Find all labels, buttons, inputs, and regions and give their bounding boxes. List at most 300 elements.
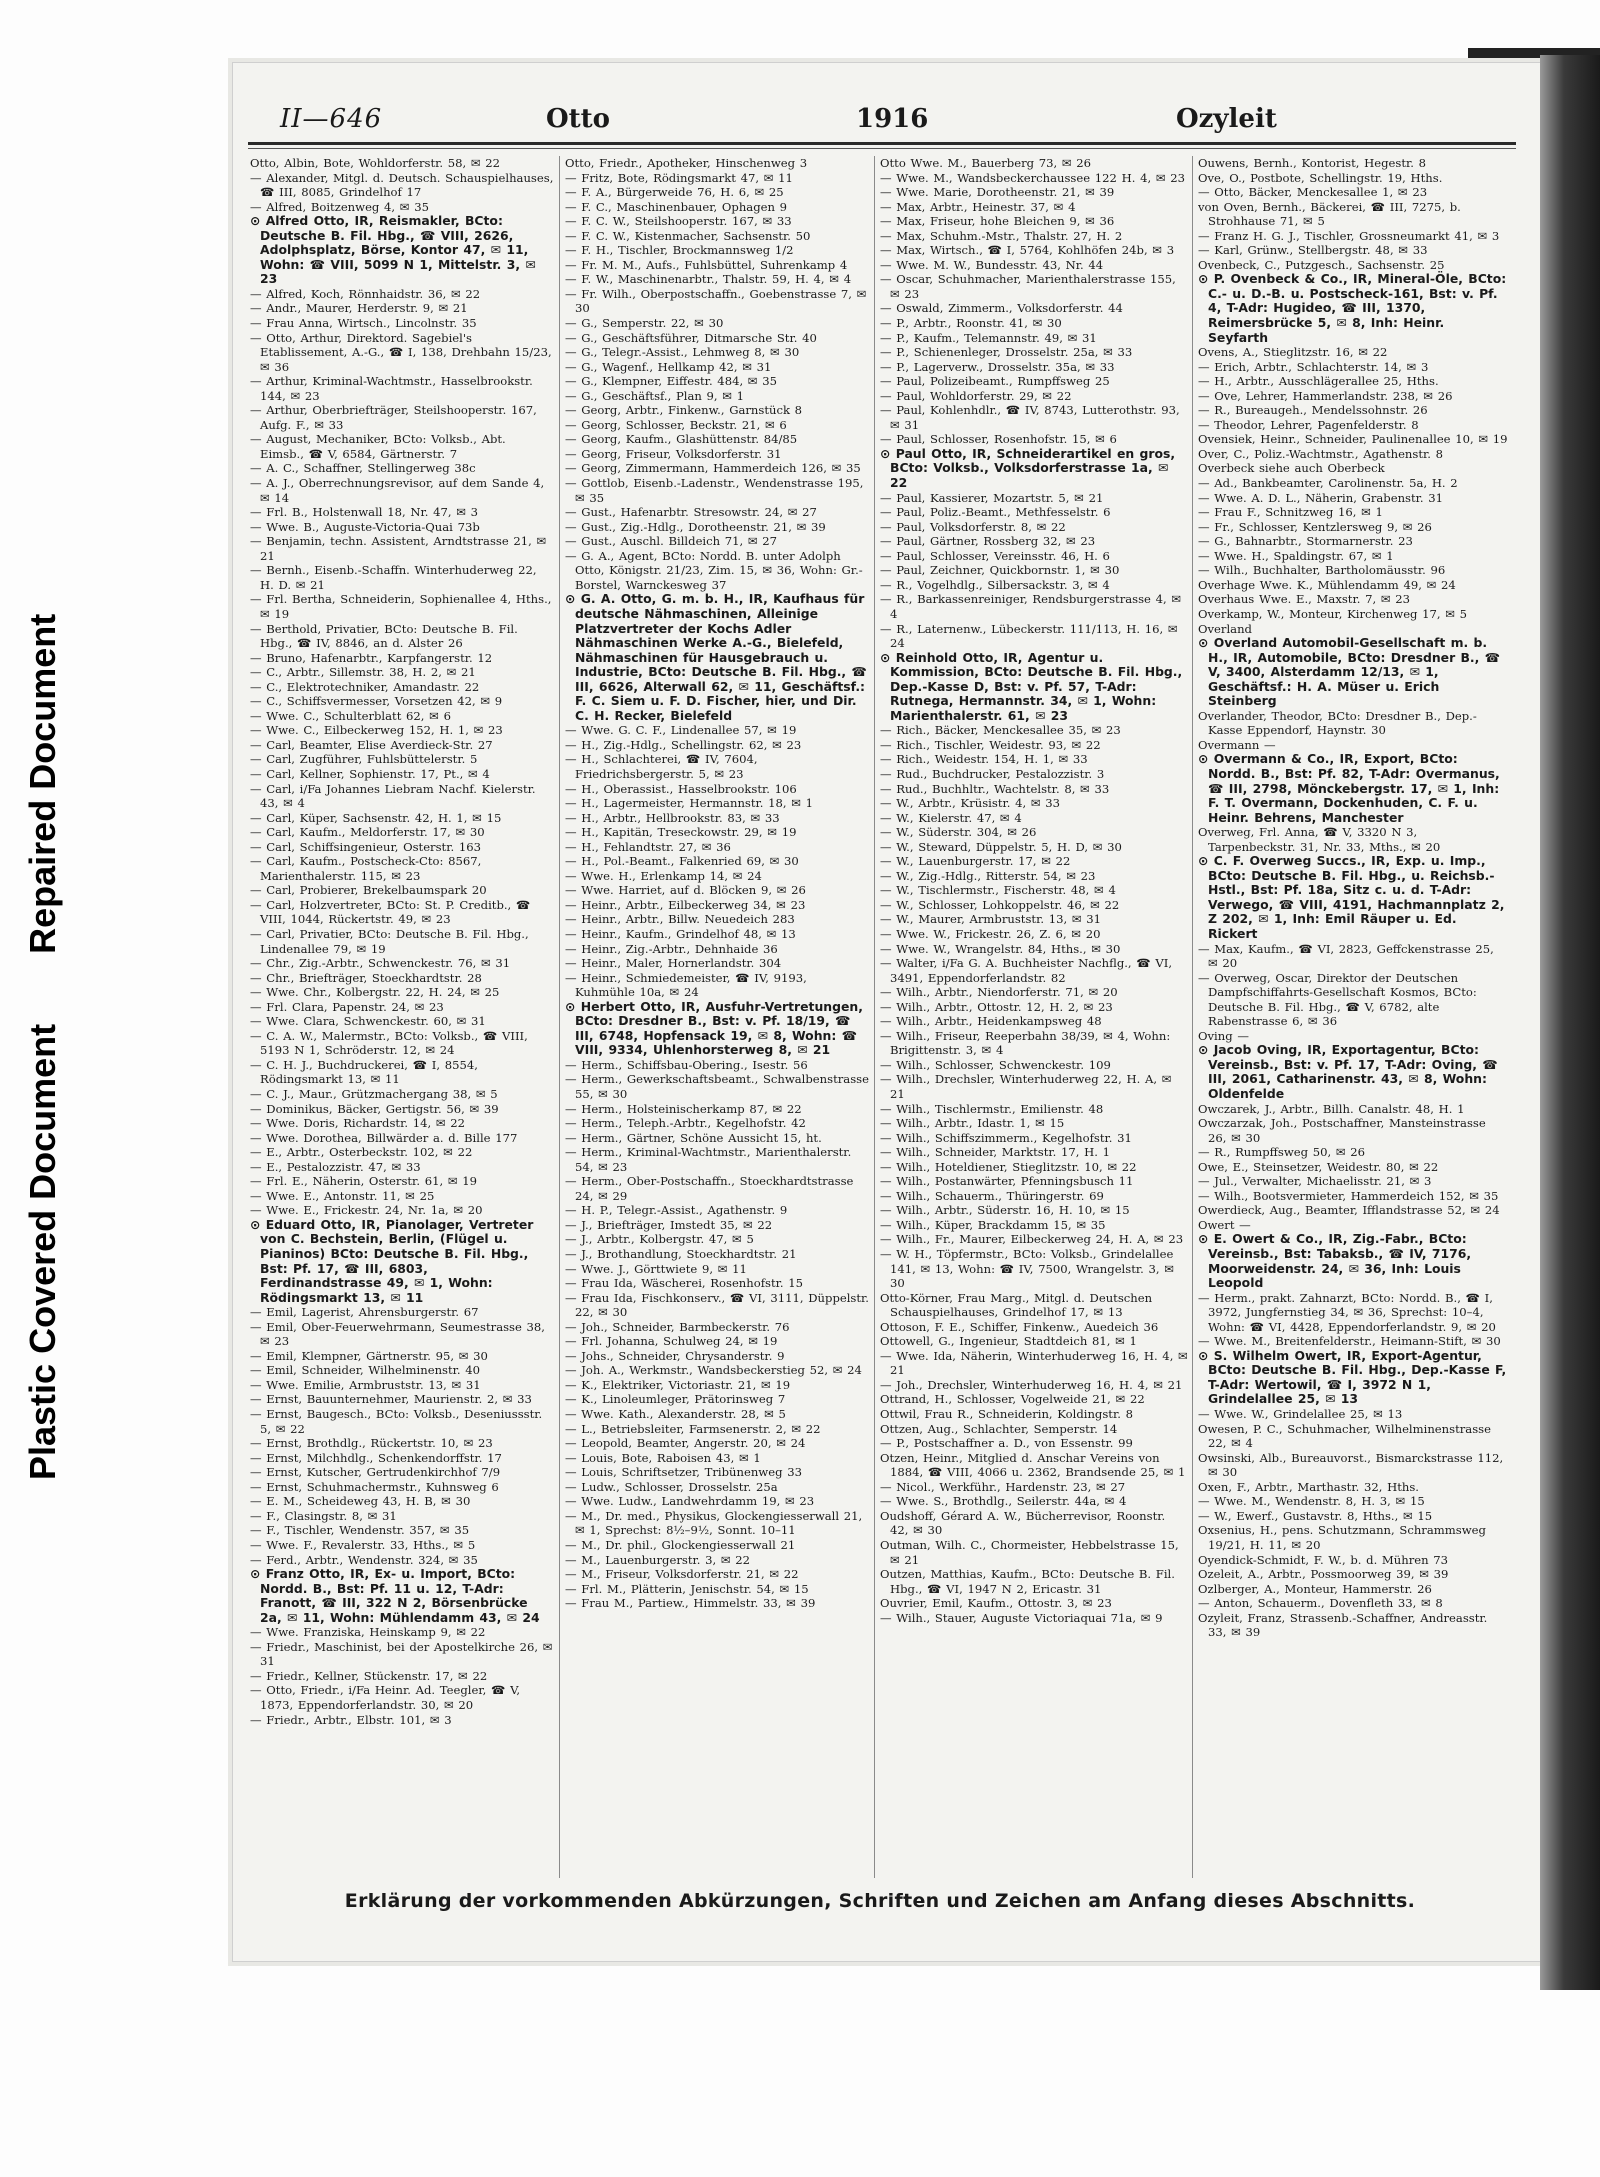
scanner-edge-right — [1540, 55, 1600, 1990]
directory-entry: — W., Maurer, Armbruststr. 13, ✉ 31 — [880, 912, 1101, 927]
directory-entry: Otto Wwe. M., Bauerberg 73, ✉ 26 — [880, 156, 1091, 170]
directory-entry: — Wwe. Chr., Kolbergstr. 22, H. 24, ✉ 25 — [250, 985, 500, 1000]
directory-entry: — Leopold, Beamter, Angerstr. 20, ✉ 24 — [565, 1436, 806, 1451]
directory-entry: — Wilh., Arbtr., Süderstr. 16, H. 10, ✉ 15 — [880, 1203, 1130, 1218]
directory-entry: — Ernst, Milchhdlg., Schenkendorffstr. 17 — [250, 1450, 502, 1465]
directory-entry: — Emil, Lagerist, Ahrensburgerstr. 67 — [250, 1305, 479, 1320]
directory-entry: — K., Elektriker, Victoriastr. 21, ✉ 19 — [565, 1377, 791, 1392]
directory-column-1 — [250, 156, 554, 1878]
directory-entry: — Ludw., Schlosser, Drosselstr. 25a — [565, 1479, 778, 1494]
directory-entry: — C. J., Maur., Grützmachergang 38, ✉ 5 — [250, 1087, 498, 1101]
directory-entry: — A. C., Schaffner, Stellingerweg 38c — [250, 461, 476, 476]
directory-entry: — Theodor, Lehrer, Pagenfelderstr. 8 — [1198, 417, 1419, 432]
directory-entry: Ouwens, Bernh., Kontorist, Hegestr. 8 — [1198, 156, 1426, 170]
directory-entry: — W., Kielerstr. 47, ✉ 4 — [880, 810, 1022, 825]
directory-entry: — P., Schienenleger, Drosselstr. 25a, ✉ 33 — [880, 345, 1133, 360]
directory-entry: — Wilh., Schauerm., Thüringerstr. 69 — [880, 1188, 1104, 1203]
directory-entry: — Fr., Schlosser, Kentzlersweg 9, ✉ 26 — [1198, 519, 1432, 534]
directory-entry: — Karl, Grünw., Stellbergstr. 48, ✉ 33 — [1198, 243, 1428, 258]
directory-entry: — Paul, Gärtner, Rossberg 32, ✉ 23 — [880, 534, 1096, 549]
directory-entry: — W., Süderstr. 304, ✉ 26 — [880, 825, 1037, 840]
directory-entry: ⊙ Alfred Otto, IR, Reismakler, BCto: Deutsche B. Fil. Hbg., ☎ VIII, 2626, Adolphsplatz, Börse, Kontor 47, ✉ 11, Wohn: ☎ VIII, 5099 N 1, Mittelstr. 3, ✉ 23 — [250, 213, 536, 287]
directory-entry: Oving — — [1198, 1028, 1249, 1043]
directory-entry: — Rich., Weidestr. 154, H. 1, ✉ 33 — [880, 752, 1088, 767]
directory-entry: — Carl, Privatier, BCto: Deutsche B. Fil. Hbg., Lindenallee 79, ✉ 19 — [250, 926, 529, 956]
directory-entry: — F. C. W., Kistenmacher, Sachsenstr. 50 — [565, 228, 811, 243]
directory-entry: — Frl. M., Plätterin, Jenischstr. 54, ✉ 15 — [565, 1581, 809, 1596]
directory-entry: — Wwe. C., Eilbeckerweg 152, H. 1, ✉ 23 — [250, 723, 503, 738]
directory-entry: — Wwe. M., Breitenfelderstr., Heimann-Stift, ✉ 30 — [1198, 1334, 1501, 1349]
directory-entry: — Max, Arbtr., Heinestr. 37, ✉ 4 — [880, 199, 1076, 214]
directory-entry: — Wwe. W., Wrangelstr. 84, Hths., ✉ 30 — [880, 941, 1121, 956]
directory-entry: Ottrand, H., Schlosser, Vogelweide 21, ✉ 22 — [880, 1392, 1145, 1407]
directory-entry: — F. W., Maschinenarbtr., Thalstr. 59, H. 4, ✉ 4 — [565, 272, 852, 287]
directory-entry: — Wwe. H., Erlenkamp 14, ✉ 24 — [565, 868, 762, 883]
directory-entry: — K., Linoleumleger, Prätorinsweg 7 — [565, 1392, 786, 1407]
directory-entry: — Wilh., Drechsler, Winterhuderweg 22, H. A, ✉ 21 — [880, 1072, 1172, 1101]
page-number: II—646 — [280, 104, 383, 134]
directory-entry: Owsinski, Alb., Bureauvorst., Bismarckstrasse 112, ✉ 30 — [1198, 1450, 1504, 1480]
directory-entry: — W., Arbtr., Krüsistr. 4, ✉ 33 — [880, 796, 1061, 811]
directory-entry: Owczarzak, Joh., Postschaffner, Mansteinstrasse 26, ✉ 30 — [1198, 1116, 1486, 1145]
directory-entry: — Ferd., Arbtr., Wendenstr. 324, ✉ 35 — [250, 1552, 478, 1567]
directory-entry: — Carl, Kellner, Sophienstr. 17, Pt., ✉ 4 — [250, 766, 490, 781]
directory-entry: Outzen, Matthias, Kaufm., BCto: Deutsche B. Fil. Hbg., ☎ VI, 1947 N 2, Ericastr. 31 — [880, 1567, 1175, 1596]
directory-entry: — Wilh., Hoteldiener, Stieglitzstr. 10, ✉ 22 — [880, 1159, 1137, 1174]
column-divider — [1192, 156, 1193, 1878]
directory-entry: — Joh. A., Werkmstr., Wandsbeckerstieg 52, ✉ 24 — [565, 1363, 862, 1378]
directory-entry: — Bruno, Hafenarbtr., Karpfangerstr. 12 — [250, 650, 493, 665]
directory-entry: Owerdieck, Aug., Beamter, Ifflandstrasse 52, ✉ 24 — [1198, 1203, 1500, 1218]
directory-entry: — Carl, Küper, Sachsenstr. 42, H. 1, ✉ 15 — [250, 810, 502, 825]
directory-entry: — Wilh., Arbtr., Niendorferstr. 71, ✉ 20 — [880, 985, 1118, 1000]
directory-entry: — J., Arbtr., Kolbergstr. 47, ✉ 5 — [565, 1232, 754, 1247]
directory-entry: — Wwe. S., Brothdlg., Seilerstr. 44a, ✉ 4 — [880, 1494, 1127, 1509]
directory-entry: — Max, Schuhm.-Mstr., Thalstr. 27, H. 2 — [880, 228, 1123, 243]
directory-entry: — Carl, i/Fa Johannes Liebram Nachf. Kielerstr. 43, ✉ 4 — [250, 781, 536, 811]
directory-entry: Ottwil, Frau R., Schneiderin, Koldingstr. 8 — [880, 1407, 1133, 1422]
directory-entry: — Alfred, Koch, Rönnhaidstr. 36, ✉ 22 — [250, 286, 481, 301]
directory-entry: — Wilh., Stauer, Auguste Victoriaquai 71a, ✉ 9 — [880, 1610, 1163, 1625]
directory-entry: — Wilh., Küper, Brackdamm 15, ✉ 35 — [880, 1217, 1106, 1232]
column-divider — [559, 156, 560, 1878]
directory-entry: Overmann — — [1198, 737, 1276, 752]
directory-entry: — Wwe. M. W., Bundesstr. 43, Nr. 44 — [880, 257, 1104, 272]
header-rule-thin — [248, 148, 1516, 149]
directory-entry: Overhage Wwe. K., Mühlendamm 49, ✉ 24 — [1198, 577, 1456, 592]
directory-entry: — M., Dr. med., Physikus, Glockengiesserwall 21, ✉ 1, Sprechst: 8½–9½, Sonnt. 10–11 — [565, 1508, 863, 1538]
directory-entry: — Carl, Schiffsingenieur, Osterstr. 163 — [250, 839, 481, 854]
directory-entry: — Herm., Ober-Postschaffn., Stoeckhardtstrasse 24, ✉ 29 — [565, 1174, 854, 1203]
directory-entry: — G., Bahnarbtr., Stormarnerstr. 23 — [1198, 534, 1413, 549]
column-divider — [874, 156, 875, 1878]
directory-entry: — P., Postschaffner a. D., von Essenstr. 99 — [880, 1436, 1133, 1451]
directory-entry: — W., Lauenburgerstr. 17, ✉ 22 — [880, 854, 1071, 869]
directory-entry: — Walter, i/Fa G. A. Buchheister Nachflg., ☎ VI, 3491, Eppendorferlandstr. 82 — [880, 956, 1173, 985]
header-first-name: Otto — [546, 104, 611, 134]
directory-entry: Oxen, F., Arbtr., Marthastr. 32, Hths. — [1198, 1479, 1419, 1494]
directory-entry: — C., Arbtr., Sillemstr. 38, H. 2, ✉ 21 — [250, 665, 476, 680]
directory-entry: — Emil, Schneider, Wilhelminenstr. 40 — [250, 1363, 481, 1378]
directory-entry: — Wwe. C., Schulterblatt 62, ✉ 6 — [250, 708, 451, 723]
directory-entry: — Paul, Volksdorferstr. 8, ✉ 22 — [880, 519, 1066, 534]
directory-entry: — Paul, Poliz.-Beamt., Methfesselstr. 6 — [880, 505, 1111, 520]
directory-entry: — C., Schiffsvermesser, Vorsetzen 42, ✉ 9 — [250, 694, 503, 709]
directory-entry: Otto-Körner, Frau Marg., Mitgl. d. Deutschen Schauspielhauses, Grindelhof 17, ✉ 13 — [880, 1290, 1153, 1320]
directory-entry: Ottowell, G., Ingenieur, Stadtdeich 81, ✉ 1 — [880, 1334, 1137, 1349]
directory-entry: — Georg, Arbtr., Finkenw., Garnstück 8 — [565, 403, 803, 418]
directory-entry: — G., Geschäftsführer, Ditmarsche Str. 40 — [565, 330, 817, 345]
directory-entry: ⊙ Eduard Otto, IR, Pianolager, Vertreter von C. Bechstein, Berlin, (Flügel u. Pianinos) BCto: Deutsche B. Fil. Hbg., Bst: Pf. 17, ☎ III, 6803, Ferdinandstrasse 49, ✉ 1, Wohn: Rödingsmarkt 13, ✉ 11 — [250, 1216, 534, 1305]
directory-entry: — Wwe. Ida, Näherin, Winterhuderweg 16, H. 4, ✉ 21 — [880, 1348, 1188, 1378]
directory-entry: — C. H. J., Buchdruckerei, ☎ I, 8554, Rödingsmarkt 13, ✉ 11 — [250, 1057, 478, 1087]
directory-entry: Ottoson, F. E., Schiffer, Finkenw., Auedeich 36 — [880, 1319, 1159, 1334]
directory-entry: — H., Arbtr., Hellbrookstr. 83, ✉ 33 — [565, 810, 780, 825]
directory-entry: — Otto, Bäcker, Menckesallee 1, ✉ 23 — [1198, 185, 1428, 200]
directory-entry: — H., Lagermeister, Hermannstr. 18, ✉ 1 — [565, 796, 814, 811]
directory-entry: — Herm., Teleph.-Arbtr., Kegelhofstr. 42 — [565, 1116, 806, 1131]
directory-entry: — Herm., Holsteinischerkamp 87, ✉ 22 — [565, 1101, 802, 1116]
directory-entry: — Wwe. M., Wendenstr. 8, H. 3, ✉ 15 — [1198, 1494, 1425, 1509]
directory-entry: — Herm., Gärtner, Schöne Aussicht 15, ht. — [565, 1130, 822, 1145]
directory-entry: — Wwe. A. D. L., Näherin, Grabenstr. 31 — [1198, 490, 1444, 505]
directory-entry: Overland — [1198, 621, 1252, 636]
directory-entry: — Rud., Buchhltr., Wachtelstr. 8, ✉ 33 — [880, 781, 1110, 796]
directory-entry: — Wwe. Kath., Alexanderstr. 28, ✉ 5 — [565, 1407, 786, 1422]
directory-entry: — Anton, Schauerm., Dovenfleth 33, ✉ 8 — [1198, 1596, 1443, 1611]
directory-entry: ⊙ Herbert Otto, IR, Ausfuhr-Vertretungen, BCto: Dresdner B., Bst: v. Pf. 18/19, ☎ III, 6748, Hopfensack 19, ✉ 8, Wohn: ☎ VIII, 9334, Uhlenhorsterweg 8, ✉ 21 — [565, 998, 863, 1058]
directory-entry: — H., Kapitän, Treseckowstr. 29, ✉ 19 — [565, 825, 797, 840]
directory-entry: — Wilh., Fr., Maurer, Eilbeckerweg 24, H. A, ✉ 23 — [880, 1232, 1184, 1247]
directory-entry: — Wwe. M., Wandsbeckerchaussee 122 H. 4, ✉ 23 — [880, 170, 1185, 185]
directory-entry: — Herm., Gewerkschaftsbeamt., Schwalbenstrasse 55, ✉ 30 — [565, 1072, 869, 1101]
directory-entry: — F., Tischler, Wendenstr. 357, ✉ 35 — [250, 1523, 470, 1538]
directory-entry: — Chr., Zig.-Arbtr., Schwenckestr. 76, ✉ 31 — [250, 956, 511, 971]
directory-entry: — Berthold, Privatier, BCto: Deutsche B. Fil. Hbg., ☎ IV, 8846, an d. Alster 26 — [250, 621, 518, 651]
directory-entry: — Erich, Arbtr., Schlachterstr. 14, ✉ 3 — [1198, 359, 1429, 374]
directory-entry: — Wwe. G. C. F., Lindenallee 57, ✉ 19 — [565, 723, 797, 738]
directory-entry: Otzen, Heinr., Mitglied d. Anschar Vereins von 1884, ☎ VIII, 4066 u. 2362, Brandsende 25, ✉ 1 — [880, 1450, 1186, 1480]
directory-entry: — R., Vogelhdlg., Silbersackstr. 3, ✉ 4 — [880, 577, 1110, 592]
directory-entry: — Wwe. W., Frickestr. 26, Z. 6, ✉ 20 — [880, 926, 1101, 941]
directory-entry: — Wwe. E., Frickestr. 24, Nr. 1a, ✉ 20 — [250, 1203, 483, 1218]
directory-entry: Owe, E., Steinsetzer, Weidestr. 80, ✉ 22 — [1198, 1159, 1439, 1174]
directory-entry: — J., Brothandlung, Stoeckhardtstr. 21 — [565, 1247, 797, 1262]
directory-entry: ⊙ C. F. Overweg Succs., IR, Exp. u. Imp., BCto: Deutsche B. Fil. Hbg., u. Reichsb.-Hstl., Bst: Pf. 18a, Sitz c. u. d. T-Adr: Verwego, ☎ VIII, 4191, Hachmannplatz 2, Z 202, ✉ 1, Inh: Emil Räuper u. Ed. Rickert — [1198, 853, 1505, 941]
directory-entry: — Ad., Bankbeamter, Carolinenstr. 5a, H. 2 — [1198, 476, 1458, 491]
directory-entry: — Wilh., Schlosser, Schwenckestr. 109 — [880, 1057, 1111, 1072]
directory-entry: — M., Dr. phil., Glockengiesserwall 21 — [565, 1537, 796, 1552]
directory-entry: — Paul, Wohldorferstr. 29, ✉ 22 — [880, 388, 1072, 403]
directory-entry: — H. P., Telegr.-Assist., Agathenstr. 9 — [565, 1203, 788, 1218]
directory-entry: — R., Laternenw., Lübeckerstr. 111/113, H. 16, ✉ 24 — [880, 621, 1178, 651]
directory-entry: — Benjamin, techn. Assistent, Arndtstrasse 21, ✉ 21 — [250, 534, 547, 563]
directory-entry: — W., Zig.-Hdlg., Ritterstr. 54, ✉ 23 — [880, 868, 1096, 883]
directory-entry: — W., Tischlermstr., Fischerstr. 48, ✉ 4 — [880, 883, 1116, 898]
directory-entry: — F., Clasingstr. 8, ✉ 31 — [250, 1508, 397, 1523]
directory-entry: — A. J., Oberrechnungsrevisor, auf dem Sande 4, ✉ 14 — [250, 476, 545, 505]
directory-entry: — W., Ewerf., Gustavstr. 8, Hths., ✉ 15 — [1198, 1508, 1433, 1523]
directory-entry: — Overweg, Oscar, Direktor der Deutschen Dampfschiffahrts-Gesellschaft Kosmos, BCto: Deutsche B. Fil. Hbg., ☎ V, 6782, alte Rabenstrasse 6, ✉ 36 — [1198, 970, 1477, 1029]
directory-entry: — Gottlob, Eisenb.-Ladenstr., Wendenstrasse 195, ✉ 35 — [565, 476, 864, 505]
directory-entry: — P., Kaufm., Telemannstr. 49, ✉ 31 — [880, 330, 1097, 345]
directory-entry: — J., Briefträger, Imstedt 35, ✉ 22 — [565, 1217, 773, 1232]
directory-entry: — H., Fehlandtstr. 27, ✉ 36 — [565, 839, 731, 854]
side-label — [22, 614, 64, 1480]
directory-entry: — Rich., Bäcker, Menckesallee 35, ✉ 23 — [880, 723, 1121, 738]
directory-entry: — Heinr., Maler, Hornerlandstr. 304 — [565, 956, 782, 971]
directory-entry: — Wilh., Buchhalter, Bartholomäusstr. 96 — [1198, 563, 1446, 578]
directory-entry: — Rich., Tischler, Weidestr. 93, ✉ 22 — [880, 737, 1101, 752]
directory-entry: — Heinr., Arbtr., Billw. Neuedeich 283 — [565, 912, 795, 927]
directory-entry: ⊙ Overland Automobil-Gesellschaft m. b. H., IR, Automobile, BCto: Dresdner B., ☎ V, 3400, Alsterdamm 12/13, ✉ 1, Geschäftsf.: H. A. Müser u. Erich Steinberg — [1198, 635, 1501, 709]
directory-entry: — R., Bureaugeh., Mendelssohnstr. 26 — [1198, 403, 1428, 418]
directory-entry: — Alexander, Mitgl. d. Deutsch. Schauspielhauses, ☎ III, 8085, Grindelhof 17 — [250, 170, 554, 200]
directory-entry: Overlander, Theodor, BCto: Dresdner B., Dep.-Kasse Eppendorf, Haynstr. 30 — [1198, 708, 1477, 738]
directory-entry: — F. C., Maschinenbauer, Ophagen 9 — [565, 199, 788, 214]
directory-entry: — Paul, Kohlenhdlr., ☎ IV, 8743, Lutterothstr. 93, ✉ 31 — [880, 403, 1180, 432]
directory-entry: — Wwe. Harriet, auf d. Blöcken 9, ✉ 26 — [565, 883, 806, 898]
directory-entry: ⊙ Franz Otto, IR, Ex- u. Import, BCto: Nordd. B., Bst: Pf. 11 u. 12, T-Adr: Franott, ☎ III, 322 N 2, Börsenbrücke 2a, ✉ 11, Wohn: Mühlendamm 43, ✉ 24 — [250, 1566, 540, 1625]
directory-entry: — R., Barkassenreiniger, Rendsburgerstrasse 4, ✉ 4 — [880, 592, 1182, 621]
directory-entry: — Gust., Hafenarbtr. Stresowstr. 24, ✉ 27 — [565, 505, 817, 520]
directory-entry: — Ernst, Bauunternehmer, Maurienstr. 2, ✉ 33 — [250, 1392, 532, 1407]
directory-entry: — Wwe. H., Spaldingstr. 67, ✉ 1 — [1198, 548, 1394, 563]
directory-entry: Owesen, P. C., Schuhmacher, Wilhelminenstrasse 22, ✉ 4 — [1198, 1421, 1491, 1451]
directory-entry: ⊙ S. Wilhelm Owert, IR, Export-Agentur, BCto: Deutsche B. Fil. Hbg., Dep.-Kasse F, T-Adr: Wertowil, ☎ I, 3972 N 1, Grindelallee 25, ✉ 13 — [1198, 1347, 1507, 1407]
directory-entry: — Wilh., Schneider, Marktstr. 17, H. 1 — [880, 1145, 1111, 1160]
directory-entry: — Paul, Schlosser, Rosenhofstr. 15, ✉ 6 — [880, 432, 1117, 447]
directory-entry: — Oswald, Zimmerm., Volksdorferstr. 44 — [880, 301, 1123, 316]
directory-entry: — Carl, Beamter, Elise Averdieck-Str. 27 — [250, 737, 493, 752]
directory-entry: — Wwe. W., Grindelallee 25, ✉ 13 — [1198, 1407, 1403, 1422]
directory-entry: — Paul, Polizeibeamt., Rumpffsweg 25 — [880, 374, 1110, 389]
directory-column-2 — [565, 156, 869, 1878]
directory-entry: — Fritz, Bote, Rödingsmarkt 47, ✉ 11 — [565, 170, 793, 185]
directory-entry: — G. A., Agent, BCto: Nordd. B. unter Adolph Otto, Königstr. 21/23, Zim. 15, ✉ 36, Wohn: Gr.-Borstel, Warnckesweg 37 — [565, 548, 863, 592]
directory-entry: — Joh., Schneider, Barmbeckerstr. 76 — [565, 1319, 790, 1334]
directory-entry: Ovenbeck, C., Putzgesch., Sachsenstr. 25 — [1198, 257, 1445, 272]
directory-entry: Overbeck siehe auch Oberbeck — [1198, 461, 1385, 476]
directory-entry: — Georg, Schlosser, Beckstr. 21, ✉ 6 — [565, 417, 787, 432]
directory-column-4 — [1198, 156, 1508, 1878]
directory-entry: — G., Klempner, Eiffestr. 484, ✉ 35 — [565, 374, 777, 389]
directory-entry: — F. C. W., Steilshooperstr. 167, ✉ 33 — [565, 214, 792, 229]
directory-entry: — H., Oberassist., Hasselbrookstr. 106 — [565, 781, 797, 796]
directory-entry: Owczarek, J., Arbtr., Billh. Canalstr. 48, H. 1 — [1198, 1101, 1465, 1116]
directory-entry: — Otto, Arthur, Direktord. Sagebiel's Etablissement, A.-G., ☎ I, 138, Drehbahn 15/23, ✉ 36 — [250, 330, 552, 374]
directory-entry: — Wwe. Doris, Richardstr. 14, ✉ 22 — [250, 1116, 465, 1131]
directory-entry: — G., Geschäftsf., Plan 9, ✉ 1 — [565, 388, 745, 403]
directory-entry: — Ernst, Schuhmachermstr., Kuhnsweg 6 — [250, 1479, 499, 1494]
directory-entry: — Andr., Maurer, Herderstr. 9, ✉ 21 — [250, 301, 468, 316]
directory-entry: — Frl. Bertha, Schneiderin, Sophienallee 4, Hths., ✉ 19 — [250, 592, 552, 621]
directory-entry: — Louis, Schriftsetzer, Tribünenweg 33 — [565, 1465, 802, 1480]
directory-column-3 — [880, 156, 1188, 1878]
directory-entry: — Gust., Zig.-Hdlg., Dorotheenstr. 21, ✉ 39 — [565, 519, 826, 534]
directory-entry: Ove, O., Postbote, Schellingstr. 19, Hths. — [1198, 170, 1443, 185]
directory-entry: — Fr. M. M., Aufs., Fuhlsbüttel, Suhrenkamp 4 — [565, 257, 848, 272]
directory-entry: Otto, Albin, Bote, Wohldorferstr. 58, ✉ 22 — [250, 156, 501, 170]
directory-entry: — H., Schlachterei, ☎ IV, 7604, Friedrichsbergerstr. 5, ✉ 23 — [565, 752, 758, 781]
directory-entry: — E., Pestalozzistr. 47, ✉ 33 — [250, 1159, 421, 1174]
directory-entry: — Herm., prakt. Zahnarzt, BCto: Nordd. B., ☎ I, 3972, Jungfernstieg 34, ✉ 36, Sprechst: 10–4, Wohn: ☎ VI, 4428, Eppendorferlandstr. 9, ✉ 20 — [1198, 1290, 1496, 1334]
directory-entry: Over, C., Poliz.-Wachtmstr., Agathenstr. 8 — [1198, 446, 1444, 461]
directory-entry: — H., Pol.-Beamt., Falkenried 69, ✉ 30 — [565, 854, 799, 869]
directory-entry: Oudshoff, Gérard A. W., Bücherrevisor, Roonstr. 42, ✉ 30 — [880, 1508, 1166, 1538]
directory-entry: — Frl. Johanna, Schulweg 24, ✉ 19 — [565, 1334, 778, 1349]
directory-entry: — Frl. Clara, Papenstr. 24, ✉ 23 — [250, 999, 444, 1014]
directory-entry: — E., Arbtr., Osterbeckstr. 102, ✉ 22 — [250, 1145, 473, 1160]
directory-entry: — Friedr., Maschinist, bei der Apostelkirche 26, ✉ 31 — [250, 1639, 553, 1669]
directory-entry: — Ernst, Brothdlg., Rückertstr. 10, ✉ 23 — [250, 1436, 493, 1451]
directory-entry: — Herm., Kriminal-Wachtmstr., Marienthalerstr. 54, ✉ 23 — [565, 1145, 852, 1174]
directory-entry: — Wilh., Arbtr., Heidenkampsweg 48 — [880, 1014, 1102, 1029]
directory-entry: ⊙ Jacob Oving, IR, Exportagentur, BCto: Vereinsb., Bst: v. Pf. 17, T-Adr: Oving, ☎ III, 2061, Catharinenstr. 43, ✉ 8, Wohn: Oldenfelde — [1198, 1042, 1498, 1101]
directory-entry: von Oven, Bernh., Bäckerei, ☎ III, 7275, b. Strohhause 71, ✉ 5 — [1198, 199, 1461, 229]
directory-entry: ⊙ Paul Otto, IR, Schneiderartikel en gros, BCto: Volksb., Volksdorferstrasse 1a, ✉ 22 — [880, 445, 1176, 491]
directory-entry: — E. M., Scheideweg 43, H. B, ✉ 30 — [250, 1494, 471, 1509]
directory-entry: — H., Zig.-Hdlg., Schellingstr. 62, ✉ 23 — [565, 737, 802, 752]
directory-entry: — Max, Kaufm., ☎ VI, 2823, Geffckenstrasse 25, ✉ 20 — [1198, 941, 1494, 971]
directory-entry: — Friedr., Arbtr., Elbstr. 101, ✉ 3 — [250, 1712, 452, 1727]
directory-entry: — Otto, Friedr., i/Fa Heinr. Ad. Teegler, ☎ V, 1873, Eppendorferlandstr. 30, ✉ 20 — [250, 1683, 521, 1712]
directory-entry: — Heinr., Arbtr., Eilbeckerweg 34, ✉ 23 — [565, 897, 806, 912]
directory-entry: Owert — — [1198, 1217, 1251, 1232]
directory-entry: — Carl, Kaufm., Postscheck-Cto: 8567, Marienthalerstr. 115, ✉ 23 — [250, 854, 482, 883]
directory-entry: ⊙ Reinhold Otto, IR, Agentur u. Kommission, BCto: Deutsche B. Fil. Hbg., Dep.-Kasse D, Bst: v. Pf. 57, T-Adr: Rutnega, Hermannstr. 34, ✉ 1, Wohn: Marienthalerstr. 61, ✉ 23 — [880, 649, 1183, 723]
directory-entry: — Wwe. Clara, Schwenckestr. 60, ✉ 31 — [250, 1014, 486, 1029]
directory-entry: — Heinr., Zig.-Arbtr., Dehnhaide 36 — [565, 941, 778, 956]
directory-entry: — G., Semperstr. 22, ✉ 30 — [565, 316, 724, 331]
page-header — [276, 104, 1508, 142]
directory-entry: — R., Rumpffsweg 50, ✉ 26 — [1198, 1145, 1366, 1160]
abbreviations-footer: Erklärung der vorkommenden Abkürzungen, Schriften und Zeichen am Anfang dieses Abschnitts. — [344, 1890, 1416, 1912]
directory-entry: Oxsenius, H., pens. Schutzmann, Schrammsweg 19/21, H. 11, ✉ 20 — [1198, 1523, 1486, 1552]
directory-entry: — Georg, Zimmermann, Hammerdeich 126, ✉ 35 — [565, 461, 861, 476]
directory-entry: — Carl, Kaufm., Meldorferstr. 17, ✉ 30 — [250, 825, 485, 840]
directory-entry: ⊙ G. A. Otto, G. m. b. H., IR, Kaufhaus für deutsche Nähmaschinen, Alleinige Platzvertreter der Kochs Adler Nähmaschinen Werke A.-G., Bielefeld, Nähmaschinen für Hausgebrauch u. Industrie, BCto: Deutsche B. Fil. Hbg., ☎ III, 6626, Alterwall 62, ✉ 11, Geschäftsf.: F. C. Siem u. F. D. Fischer, hier, und Dir. C. H. Recker, Bielefeld — [565, 591, 867, 723]
directory-entry: — Frau Ida, Wäscherei, Rosenhofstr. 15 — [565, 1276, 804, 1291]
directory-entry: — C. A. W., Malermstr., BCto: Volksb., ☎ VIII, 5193 N 1, Schröderstr. 12, ✉ 24 — [250, 1028, 528, 1058]
directory-entry: — Paul, Kassierer, Mozartstr. 5, ✉ 21 — [880, 490, 1104, 505]
directory-entry: — Frl. E., Näherin, Osterstr. 61, ✉ 19 — [250, 1174, 477, 1189]
directory-entry: — Alfred, Boitzenweg 4, ✉ 35 — [250, 199, 429, 214]
directory-entry: — F. H., Tischler, Brockmannsweg 1/2 — [565, 243, 794, 258]
header-rule — [248, 142, 1516, 145]
directory-entry: — Ernst, Baugesch., BCto: Volksb., Deseniussstr. 5, ✉ 22 — [250, 1407, 543, 1436]
directory-entry: — Paul, Schlosser, Vereinsstr. 46, H. 6 — [880, 548, 1110, 563]
directory-entry: — W. H., Töpfermstr., BCto: Volksb., Grindelallee 141, ✉ 13, Wohn: ☎ IV, 7500, Wrangelstr. 3, ✉ 30 — [880, 1247, 1174, 1291]
directory-entry: — Emil, Klempner, Gärtnerstr. 95, ✉ 30 — [250, 1348, 488, 1363]
directory-entry: — Wilh., Arbtr., Ottostr. 12, H. 2, ✉ 23 — [880, 999, 1113, 1014]
directory-entry: ⊙ E. Owert & Co., IR, Zig.-Fabr., BCto: Vereinsb., Bst: Tabaksb., ☎ IV, 7176, Moorweidenstr. 24, ✉ 36, Inh: Louis Leopold — [1198, 1231, 1472, 1291]
directory-entry: — Wilh., Bootsvermieter, Hammerdeich 152, ✉ 35 — [1198, 1188, 1499, 1203]
directory-entry: Ozlberger, A., Monteur, Hammerstr. 26 — [1198, 1581, 1432, 1596]
directory-entry: — Paul, Zeichner, Quickbornstr. 1, ✉ 30 — [880, 563, 1120, 578]
directory-entry: — August, Mechaniker, BCto: Volksb., Abt. Eimsb., ☎ V, 6584, Gärtnerstr. 7 — [250, 432, 506, 461]
directory-entry: — L., Betriebsleiter, Farmsenerstr. 2, ✉ 22 — [565, 1421, 821, 1436]
directory-entry: — Emil, Ober-Feuerwehrmann, Seumestrasse 38, ✉ 23 — [250, 1319, 545, 1349]
directory-entry: — C., Elektrotechniker, Amandastr. 22 — [250, 679, 480, 694]
directory-entry: Ouvrier, Emil, Kaufm., Ottostr. 3, ✉ 23 — [880, 1596, 1112, 1611]
directory-entry: Ozyleit, Franz, Strassenb.-Schaffner, Andreasstr. 33, ✉ 39 — [1198, 1610, 1488, 1640]
directory-entry: — Max, Wirtsch., ☎ I, 5764, Kohlhöfen 24b, ✉ 3 — [880, 243, 1175, 258]
directory-entry: Otto, Friedr., Apotheker, Hinschenweg 3 — [565, 156, 808, 170]
header-year: 1916 — [856, 104, 929, 134]
plastic-covered-label: Plastic Covered Document — [22, 1023, 63, 1480]
directory-entry: — M., Lauenburgerstr. 3, ✉ 22 — [565, 1552, 751, 1567]
directory-entry: — F. A., Bürgerweide 76, H. 6, ✉ 25 — [565, 185, 784, 200]
repaired-document-label: Repaired Document — [22, 613, 63, 954]
directory-entry: — Carl, Zugführer, Fuhlsbüttelerstr. 5 — [250, 752, 478, 767]
directory-entry: — Wwe. E., Antonstr. 11, ✉ 25 — [250, 1188, 435, 1203]
directory-entry: — Oscar, Schuhmacher, Marienthalerstrasse 155, ✉ 23 — [880, 272, 1176, 301]
directory-entry: — Friedr., Kellner, Stückenstr. 17, ✉ 22 — [250, 1668, 488, 1683]
directory-entry: — Max, Friseur, hohe Bleichen 9, ✉ 36 — [880, 214, 1115, 229]
directory-entry: — Wilh., Friseur, Reeperbahn 38/39, ✉ 4, Wohn: Brigittenstr. 3, ✉ 4 — [880, 1028, 1171, 1058]
directory-entry: — Heinr., Kaufm., Grindelhof 48, ✉ 13 — [565, 926, 796, 941]
directory-entry: — Gust., Auschl. Billdeich 71, ✉ 27 — [565, 534, 778, 549]
directory-entry: — Carl, Probierer, Brekelbaumspark 20 — [250, 883, 487, 898]
directory-entry: Ozeleit, A., Arbtr., Possmoorweg 39, ✉ 39 — [1198, 1567, 1449, 1582]
directory-entry: — Wwe. Emilie, Armbruststr. 13, ✉ 31 — [250, 1377, 481, 1392]
directory-entry: ⊙ Overmann & Co., IR, Export, BCto: Nordd. B., Bst: Pf. 82, T-Adr: Overmanus, ☎ III, 2798, Mönckebergstr. 17, ✉ 1, Inh: F. T. Overmann, Dockenhuden, C. F. u. Heinr. Behrens, Manchester — [1198, 751, 1500, 825]
directory-entry: Ovens, A., Stieglitzstr. 16, ✉ 22 — [1198, 345, 1388, 360]
directory-entry: — G., Wagenf., Hellkamp 42, ✉ 31 — [565, 359, 772, 374]
directory-entry: Overhaus Wwe. E., Maxstr. 7, ✉ 23 — [1198, 592, 1410, 607]
directory-entry: — Wwe. Marie, Dorotheenstr. 21, ✉ 39 — [880, 185, 1115, 200]
directory-entry: — Arthur, Oberbriefträger, Steilshooperstr. 167, Aufg. F., ✉ 33 — [250, 403, 537, 432]
directory-entry: — W., Steward, Düppelstr. 5, H. D, ✉ 30 — [880, 839, 1122, 854]
directory-entry: — Joh., Drechsler, Winterhuderweg 16, H. 4, ✉ 21 — [880, 1377, 1183, 1392]
directory-entry: — Frau Anna, Wirtsch., Lincolnstr. 35 — [250, 316, 477, 331]
directory-entry: — Georg, Friseur, Volksdorferstr. 31 — [565, 446, 782, 461]
directory-entry: — Wilh., Postanwärter, Pfenningsbusch 11 — [880, 1174, 1134, 1189]
directory-entry: — H., Arbtr., Ausschlägerallee 25, Hths. — [1198, 374, 1439, 389]
directory-entry: — Frau Ida, Fischkonserv., ☎ VI, 3111, Düppelstr. 22, ✉ 30 — [565, 1290, 869, 1320]
directory-entry: — W., Schlosser, Lohkoppelstr. 46, ✉ 22 — [880, 897, 1120, 912]
directory-entry: — Frau M., Partiew., Himmelstr. 33, ✉ 39 — [565, 1596, 816, 1611]
directory-entry: — Wwe. J., Görttwiete 9, ✉ 11 — [565, 1261, 747, 1276]
directory-entry: — G., Telegr.-Assist., Lehmweg 8, ✉ 30 — [565, 345, 800, 360]
directory-entry: — M., Friseur, Volksdorferstr. 21, ✉ 22 — [565, 1567, 799, 1582]
directory-entry: — Wilh., Schiffszimmerm., Kegelhofstr. 31 — [880, 1130, 1132, 1145]
directory-entry: — Rud., Buchdrucker, Pestalozzistr. 3 — [880, 766, 1105, 781]
directory-entry: — Arthur, Kriminal-Wachtmstr., Hasselbrookstr. 144, ✉ 23 — [250, 374, 533, 403]
directory-entry: — P., Lagerverw., Drosselstr. 35a, ✉ 33 — [880, 359, 1115, 374]
directory-entry: — P., Arbtr., Roonstr. 41, ✉ 30 — [880, 316, 1062, 331]
directory-entry: — Georg, Kaufm., Glashüttenstr. 84/85 — [565, 432, 798, 447]
directory-entry: Ottzen, Aug., Schlachter, Semperstr. 14 — [880, 1421, 1118, 1436]
directory-entry: Overweg, Frl. Anna, ☎ V, 3320 N 3, Tarpenbeckstr. 31, Nr. 33, Mths., ✉ 20 — [1198, 825, 1441, 854]
directory-entry: — Jul., Verwalter, Michaelisstr. 21, ✉ 3 — [1198, 1174, 1432, 1189]
directory-entry: Ovensiek, Heinr., Schneider, Paulinenallee 10, ✉ 19 — [1198, 432, 1508, 447]
directory-entry: — Herm., Schiffsbau-Obering., Isestr. 56 — [565, 1057, 808, 1072]
header-last-name: Ozyleit — [1176, 104, 1277, 134]
directory-entry: — Wwe. B., Auguste-Victoria-Quai 73b — [250, 519, 480, 534]
directory-entry: — Chr., Briefträger, Stoeckhardtstr. 28 — [250, 970, 482, 985]
directory-entry: — Frl. B., Holstenwall 18, Nr. 47, ✉ 3 — [250, 505, 478, 520]
directory-entry: — Wwe. Dorothea, Billwärder a. d. Bille 177 — [250, 1130, 518, 1145]
directory-entry: — Louis, Bote, Raboisen 43, ✉ 1 — [565, 1450, 761, 1465]
directory-entry: — Wwe. Ludw., Landwehrdamm 19, ✉ 23 — [565, 1494, 815, 1509]
directory-entry: — Heinr., Schmiedemeister, ☎ IV, 9193, Kuhmühle 10a, ✉ 24 — [565, 970, 807, 1000]
directory-entry: — Wwe. Franziska, Heinskamp 9, ✉ 22 — [250, 1625, 486, 1640]
directory-entry: — Ernst, Kutscher, Gertrudenkirchhof 7/9 — [250, 1465, 501, 1480]
directory-entry: Oyendick-Schmidt, F. W., b. d. Mühren 73 — [1198, 1552, 1449, 1567]
directory-entry: — Wwe. F., Revalerstr. 33, Hths., ✉ 5 — [250, 1537, 476, 1552]
